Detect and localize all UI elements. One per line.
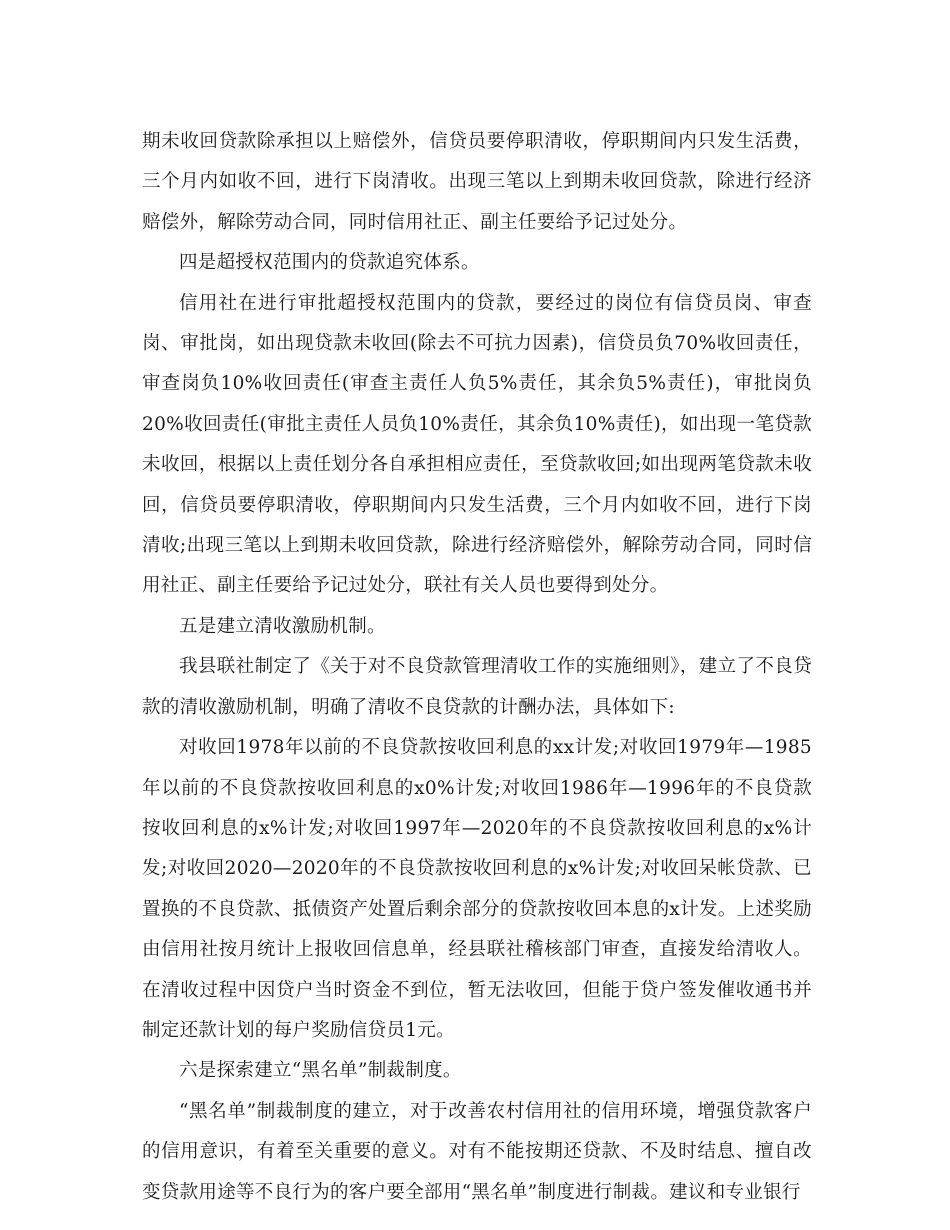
paragraph-6: 对收回1978年以前的不良贷款按收回利息的xx计发;对收回1979年—1985年以前的不良贷款按收回利息的x0%计发;对收回1986年—1996年的不良贷款按收回利息的x%计发;对收回1997年—2020年的不良贷款按收回利息的x%计发;对收回2020—2020年的不良贷款按收回利息的x%计发;对收回呆帐贷款、已置换的不良贷款、抵债资产处置后剩余部分的贷款按收回本息的x计发。上述奖励由信用社按月统计上报收回信息单，经县联社稽核部门审查，直接发给清收人。在清收过程中因贷户当时资金不到位，暂无法收回，但能于贷户签发催收通书并制定还款计划的每户奖励信贷员1元。 [142, 737, 812, 1041]
paragraph-4-heading: 五是建立清收激励机制。 [179, 615, 386, 637]
paragraph-1: 期未收回贷款除承担以上赔偿外，信贷员要停职清收，停职期间内只发生活费，三个月内如收不回，进行下岗清收。出现三笔以上到期未收回贷款，除进行经济赔偿外，解除劳动合同，同时信用社正、副主任要给予记过处分。 [142, 131, 812, 233]
paragraph-7-heading: 六是探索建立“黑名单”制裁制度。 [179, 1060, 462, 1082]
document-body [142, 122, 812, 1213]
paragraph-8: “黑名单”制裁制度的建立，对于改善农村信用社的信用环境，增强贷款客户的信用意识，有着至关重要的意义。对有不能按期还贷款、不及时结息、擅自改变贷款用途等不良行为的客户要全部用“黑名单”制度进行制裁。建议和专业银行 [142, 1100, 812, 1203]
paragraph-3: 信用社在进行审批超授权范围内的贷款，要经过的岗位有信贷员岗、审查岗、审批岗，如出现贷款未收回(除去不可抗力因素)，信贷员负70%收回责任，审查岗负10%收回责任(审查主责任人负5%责任，其余负5%责任)，审批岗负20%收回责任(审批主责任人员负10%责任，其余负10%责任)，如出现一笔贷款未收回，根据以上责任划分各自承担相应责任，至贷款收回;如出现两笔贷款未收回，信贷员要停职清收，停职期间内只发生活费，三个月内如收不回，进行下岗清收;出现三笔以上到期未收回贷款，除进行经济赔偿外，解除劳动合同，同时信用社正、副主任要给予记过处分，联社有关人员也要得到处分。 [142, 292, 812, 597]
paragraph-5: 我县联社制定了《关于对不良贷款管理清收工作的实施细则》，建立了不良贷款的清收激励机制，明确了清收不良贷款的计酬办法，具体如下: [142, 656, 812, 718]
paragraph-2-heading: 四是超授权范围内的贷款追究体系。 [179, 252, 480, 274]
